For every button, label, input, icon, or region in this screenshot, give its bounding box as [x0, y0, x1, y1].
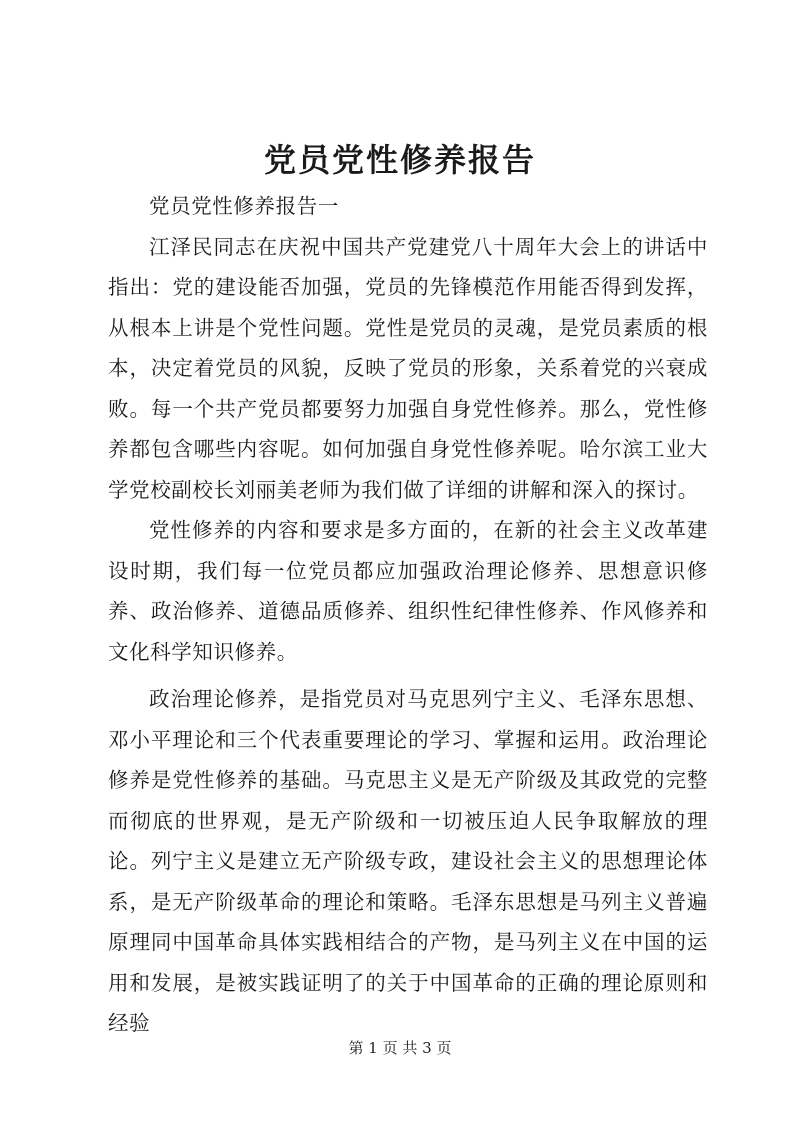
paragraph-content-requirements: 党性修养的内容和要求是多方面的，在新的社会主义改革建设时期，我们每一位党员都应加强政治理论修养、思想意识修养、政治修养、道德品质修养、组织性纪律性修养、作风修养和文化科学知识修养。	[108, 518, 708, 664]
document-body	[108, 186, 708, 1044]
page-footer: 第 1 页 共 3 页	[348, 1039, 452, 1057]
paragraph-subtitle: 党员党性修养报告一	[149, 194, 339, 218]
paragraph-political-theory: 政治理论修养，是指党员对马克思列宁主义、毛泽东思想、邓小平理论和三个代表重要理论的学习、掌握和运用。政治理论修养是党性修养的基础。马克思主义是无产阶级及其政党的完整而彻底的世界观，是无产阶级和一切被压迫人民争取解放的理论。列宁主义是建立无产阶级专政，建设社会主义的思想理论体系，是无产阶级革命的理论和策略。毛泽东思想是马列主义普遍原理同中国革命具体实践相结合的产物，是马列主义在中国的运用和发展，是被实践证明了的关于中国革命的正确的理论原则和经验	[108, 687, 708, 1035]
paragraph-intro: 江泽民同志在庆祝中国共产党建党八十周年大会上的讲话中指出：党的建设能否加强，党员的先锋模范作用能否得到发挥，从根本上讲是个党性问题。党性是党员的灵魂，是党员素质的根本，决定着党员的风貌，反映了党员的形象，关系着党的兴衰成败。每一个共产党员都要努力加强自身党性修养。那么，党性修养都包含哪些内容呢。如何加强自身党性修养呢。哈尔滨工业大学党校副校长刘丽美老师为我们做了详细的讲解和深入的探讨。	[108, 234, 708, 502]
page-title: 党员党性修养报告	[263, 141, 536, 179]
